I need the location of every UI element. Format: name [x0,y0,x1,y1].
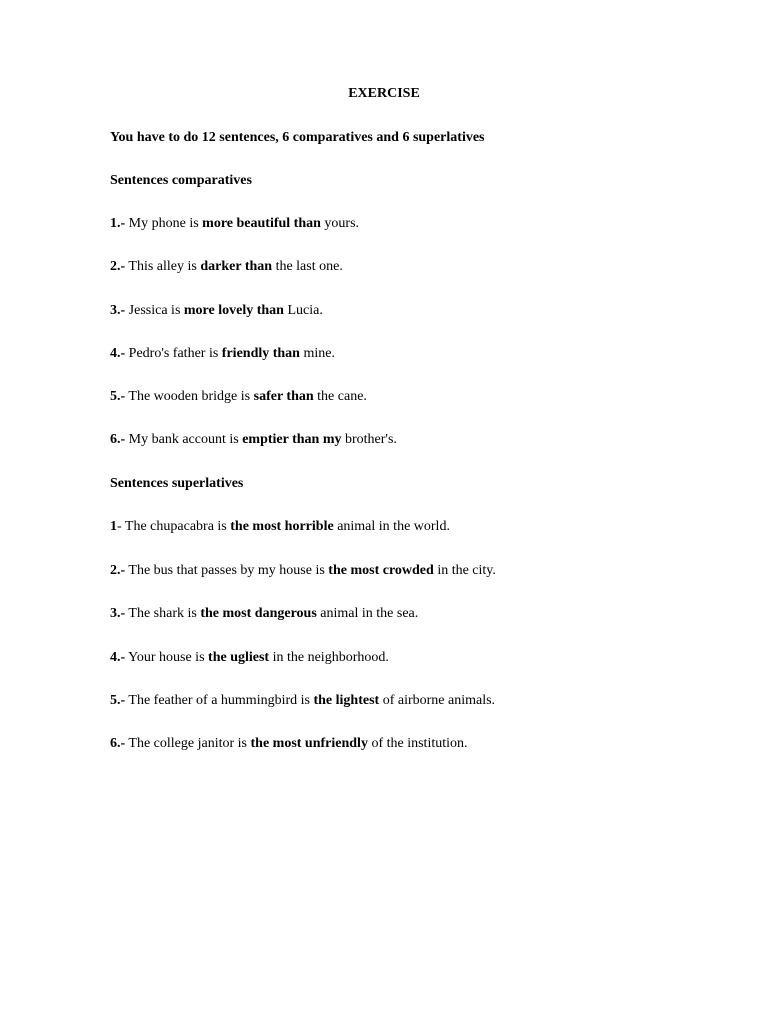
sentence-text: of airborne animals. [379,693,496,708]
sentence-text: The bus that passes by my house is [125,563,329,578]
sentence-number: 4.- [110,650,126,665]
sentence-keyword: the most unfriendly [250,736,368,751]
sentence-keyword: more beautiful than [202,216,321,231]
sentence-text: Jessica is [125,303,184,318]
sentence-text: The feather of a hummingbird is [125,693,314,708]
sentence-number: 4.- [110,346,126,361]
sentence-text: My phone is [125,216,203,231]
sentence-text: My bank account is [125,432,243,447]
comparative-sentence-5 [110,389,367,405]
sentence-number: 6.- [110,432,126,447]
sentence-text: The shark is [125,606,201,621]
superlative-sentence-5 [110,693,495,709]
sentence-keyword: the most crowded [328,563,434,578]
sentence-text: Lucia. [283,303,323,318]
sentence-keyword: friendly than [221,346,300,361]
superlative-sentence-3 [110,606,418,622]
sentence-text: in the city. [433,563,496,578]
sentence-number: 6.- [110,736,126,751]
comparative-sentence-6 [110,432,397,448]
sentence-text: in the neighborhood. [269,650,389,665]
comparative-sentence-4 [110,346,335,362]
sentence-keyword: darker than [200,259,273,274]
sentence-text: The wooden bridge is [125,389,254,404]
superlative-sentence-4 [110,650,389,666]
sentence-text: the last one. [272,259,343,274]
sentence-keyword: the lightest [313,693,380,708]
page-title: EXERCISE [348,86,420,101]
superlative-sentence-2 [110,563,496,579]
sentence-keyword: emptier than my [242,432,342,447]
sentence-text: mine. [299,346,335,361]
sentence-text: Your house is [125,650,209,665]
sentence-keyword: the most dangerous [200,606,317,621]
sentence-keyword: the ugliest [208,650,270,665]
sentence-text: yours. [320,216,360,231]
sentence-text: of the institution. [367,736,468,751]
sentence-text: Pedro's father is [125,346,222,361]
sentence-number: 5.- [110,389,126,404]
sentence-number: 1.- [110,216,126,231]
comparatives-heading: Sentences comparatives [110,173,252,188]
sentence-number: 5.- [110,693,126,708]
sentence-number: 3.- [110,606,126,621]
sentence-text: This alley is [125,259,201,274]
superlative-sentence-6 [110,736,468,752]
sentence-number: 1 [110,519,117,534]
sentence-keyword: safer than [253,389,314,404]
sentence-number: 3.- [110,303,126,318]
comparative-sentence-1 [110,216,359,232]
sentence-text: animal in the world. [333,519,450,534]
sentence-keyword: more lovely than [183,303,284,318]
sentence-keyword: the most horrible [230,519,334,534]
sentence-text: The college janitor is [125,736,251,751]
comparative-sentence-3 [110,303,323,319]
sentence-text: brother's. [341,432,397,447]
superlatives-heading: Sentences superlatives [110,476,244,491]
sentence-text: the cane. [313,389,367,404]
sentence-text: animal in the sea. [316,606,419,621]
comparative-sentence-2 [110,259,343,275]
sentence-text: - The chupacabra is [117,519,231,534]
superlative-sentence-1 [110,519,450,535]
sentence-number: 2.- [110,259,126,274]
instruction-text: You have to do 12 sentences, 6 comparatives and 6 superlatives [110,130,485,145]
sentence-number: 2.- [110,563,126,578]
